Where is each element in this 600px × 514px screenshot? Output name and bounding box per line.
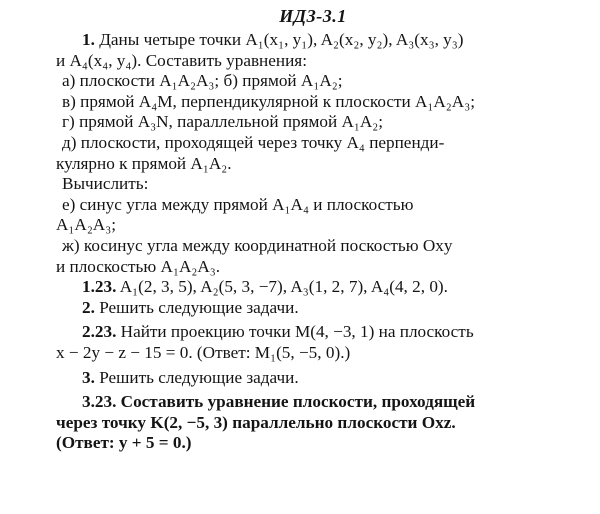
problem-3-23-text-1: Составить уравнение плоскости, проходящей: [120, 392, 476, 412]
problem-2-23-line-2: x − 2y − z − 15 = 0. (Ответ: M₁(5, −5, 0).): [56, 342, 351, 362]
item-a: а) плоскости A₁A₂A₃; б) прямой A₁A₂;: [62, 71, 343, 91]
task-1-line-2: и A₄(x₄, y₄). Составить уравнения:: [56, 50, 307, 70]
item-d-line-1: д) плоскости, проходящей через точку A₄ перпенди-: [62, 132, 445, 152]
task-1-text-1: Даны четыре точки A₁(x₁, y₁), A₂(x₂, y₂), A₃(x₃, y₃): [99, 30, 464, 49]
data-1-23: [56, 277, 570, 298]
problem-3-23-line-3: (Ответ: y + 5 = 0.): [56, 433, 192, 453]
problem-3-23-number: 3.23.: [82, 392, 117, 412]
problem-2-23: [56, 322, 570, 363]
task-2-text: Решить следующие задачи.: [99, 297, 299, 317]
compute-heading: Вычислить:: [62, 174, 149, 194]
item-e-line-1: е) синус угла между прямой A₁A₄ и плоскостью: [62, 194, 414, 214]
task-3-line: [56, 368, 570, 389]
task-2-line: [56, 298, 570, 319]
problem-2-23-number: 2.23.: [82, 322, 117, 342]
item-v: в) прямой A₄M, перпендикулярной к плоскости A₁A₂A₃;: [62, 91, 475, 111]
task-2: [56, 298, 570, 319]
problem-2-23-line-1: [56, 322, 570, 343]
task-3-number: 3.: [82, 367, 95, 387]
problem-2-23-text-1: Найти проекцию точки M(4, −3, 1) на плоскость: [120, 322, 474, 342]
data-1-23-line: [56, 277, 570, 298]
item-d-line-2: кулярно к прямой A₁A₂.: [56, 153, 232, 173]
task-3: [56, 368, 570, 389]
item-zh-line-2: и плоскостью A₁A₂A₃.: [56, 256, 221, 276]
data-1-23-text: A₁(2, 3, 5), A₂(5, 3, −7), A₃(1, 2, 7), A₄(4, 2, 0).: [119, 277, 448, 297]
task-1-number: 1.: [82, 30, 95, 49]
task-3-text: Решить следующие задачи.: [99, 367, 299, 387]
problem-3-23: [56, 392, 570, 454]
item-e-line-2: A₁A₂A₃;: [56, 215, 116, 235]
problem-3-23-line-2: через точку K(2, −5, 3) параллельно плоскости Oxz.: [56, 412, 456, 432]
task-2-number: 2.: [82, 297, 95, 317]
data-1-23-number: 1.23.: [82, 277, 117, 297]
problem-3-23-line-1: [56, 392, 570, 413]
item-g: г) прямой A₃N, параллельной прямой A₁A₂;: [62, 112, 384, 132]
task-1-line-1: [56, 30, 570, 51]
task-1: [56, 30, 570, 277]
item-zh-line-1: ж) косинус угла между координатной поскостью Oxy: [62, 235, 453, 255]
page-title: ИДЗ-3.1: [279, 6, 347, 26]
